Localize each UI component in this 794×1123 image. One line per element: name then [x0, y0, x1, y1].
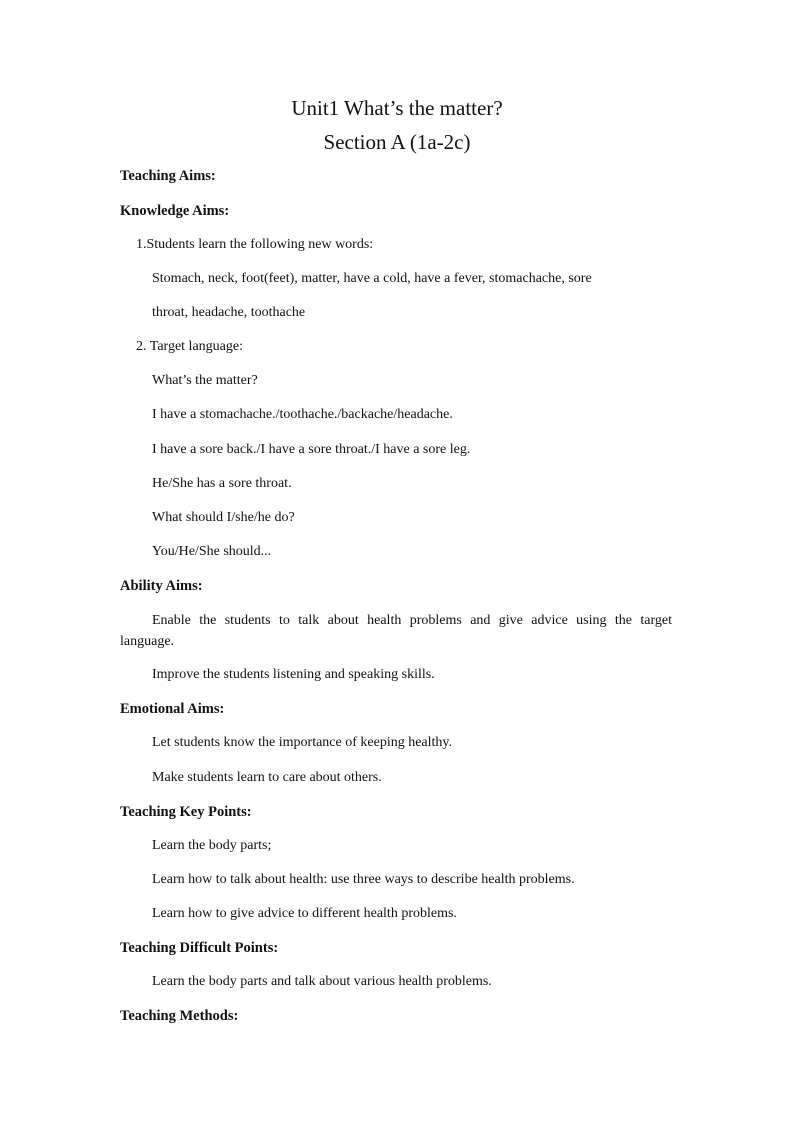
ability-aims-paragraph: Enable the students to talk about health problems and give advice using the target language.: [120, 613, 672, 649]
knowledge-aims-heading: Knowledge Aims:: [120, 203, 230, 219]
teaching-aims-heading: Teaching Aims:: [120, 168, 216, 184]
key-points-heading: Teaching Key Points:: [120, 804, 252, 820]
target-language-line: He/She has a sore throat.: [152, 476, 292, 491]
target-language-line: I have a stomachache./toothache./backache/headache.: [152, 407, 453, 422]
emotional-aims-line: Let students know the importance of keeping healthy.: [152, 735, 453, 750]
emotional-aims-heading: Emotional Aims:: [120, 701, 225, 717]
page-subtitle: Section A (1a-2c): [323, 130, 471, 154]
new-words-line-1: Stomach, neck, foot(feet), matter, have a cold, have a fever, stomachache, sore: [152, 271, 592, 286]
target-language-line: You/He/She should...: [152, 544, 272, 559]
target-language-line: I have a sore back./I have a sore throat./I have a sore leg.: [152, 442, 471, 457]
ability-aims-heading: Ability Aims:: [120, 578, 203, 594]
target-language-label: 2. Target language:: [136, 339, 243, 354]
key-points-line: Learn how to give advice to different health problems.: [152, 906, 457, 921]
teaching-methods-heading: Teaching Methods:: [120, 1008, 239, 1024]
page-title: Unit1 What’s the matter?: [291, 96, 503, 120]
key-points-line: Learn the body parts;: [152, 838, 272, 853]
new-words-label: 1.Students learn the following new words:: [136, 237, 374, 252]
key-points-line: Learn how to talk about health: use three ways to describe health problems.: [152, 872, 575, 887]
new-words-line-2: throat, headache, toothache: [152, 305, 306, 320]
emotional-aims-line: Make students learn to care about others.: [152, 770, 382, 785]
difficult-points-line: Learn the body parts and talk about various health problems.: [152, 974, 492, 989]
difficult-points-heading: Teaching Difficult Points:: [120, 940, 279, 956]
target-language-line: What’s the matter?: [152, 373, 258, 388]
ability-aims-paragraph: Improve the students listening and speaking skills.: [152, 667, 435, 682]
target-language-line: What should I/she/he do?: [152, 510, 295, 525]
